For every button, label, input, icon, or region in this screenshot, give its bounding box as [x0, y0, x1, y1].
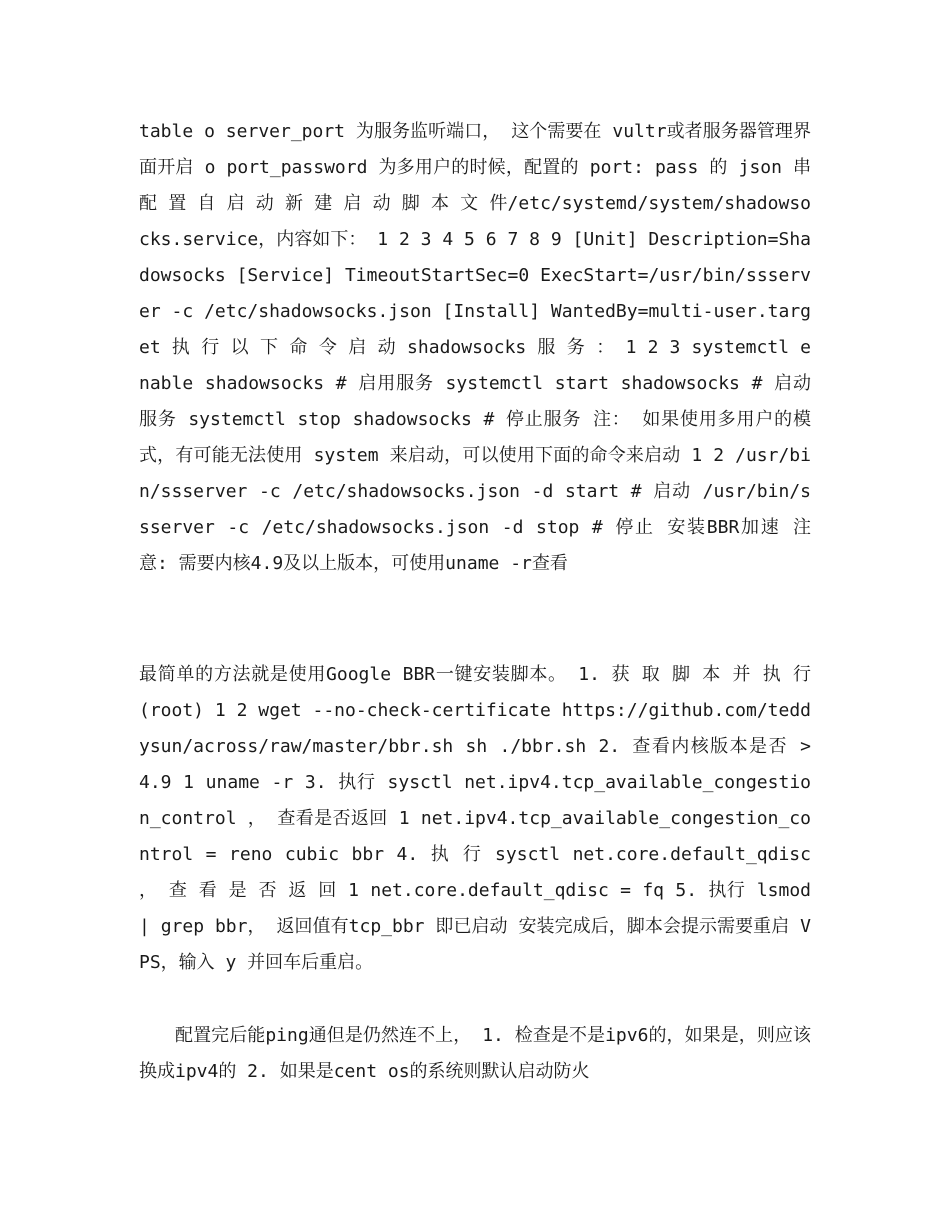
paragraph-bbr-install: 最简单的方法就是使用Google BBR一键安装脚本。 1. 获 取 脚 本 并 执 行 (root) 1 2 wget --no-check-certificate https://github.com/teddysun/across/raw/master/bbr.sh sh ./bbr.sh 2. 查看内核版本是否 > 4.9 1 uname -r 3. 执行 sysctl net.ipv4.tcp_available_congestion_control ， 查看是否返回 1 net.ipv4.tcp_available_congestion_control = reno cubic bbr 4. 执 行 sysctl net.core.default_qdisc ， 查 看 是 否 返 回 1 net.core.default_qdisc = fq 5. 执行 lsmod | grep bbr， 返回值有tcp_bbr 即已启动 安装完成后，脚本会提示需要重启 VPS，输入 y 并回车后重启。: [139, 664, 811, 973]
paragraph-shadowsocks-config: table o server_port 为服务监听端口， 这个需要在 vultr或者服务器管理界面开启 o port_password 为多用户的时候，配置的 port: pass 的 json 串 配 置 自 启 动 新 建 启 动 脚 本 文 件/etc/systemd/system/shadowsocks.service，内容如下： 1 2 3 4 5 6 7 8 9 [Unit] Description=Shadowsocks [Service] TimeoutStartSec=0 ExecStart=/usr/bin/ssserver -c /etc/shadowsocks.json [Install] WantedBy=multi-user.target 执 行 以 下 命 令 启 动 shadowsocks 服 务 ： 1 2 3 systemctl enable shadowsocks # 启用服务 systemctl start shadowsocks # 启动服务 systemctl stop shadowsocks # 停止服务 注： 如果使用多用户的模式，有可能无法使用 system 来启动，可以使用下面的命令来启动 1 2 /usr/bin/ssserver -c /etc/shadowsocks.json -d start # 启动 /usr/bin/ssserver -c /etc/shadowsocks.json -d stop # 停止 安装BBR加速 注意: 需要内核4.9及以上版本，可使用uname -r查看: [139, 121, 811, 574]
paragraph-troubleshooting: 配置完后能ping通但是仍然连不上， 1. 检查是不是ipv6的，如果是，则应该换成ipv4的 2. 如果是cent os的系统则默认启动防火: [139, 1025, 811, 1082]
